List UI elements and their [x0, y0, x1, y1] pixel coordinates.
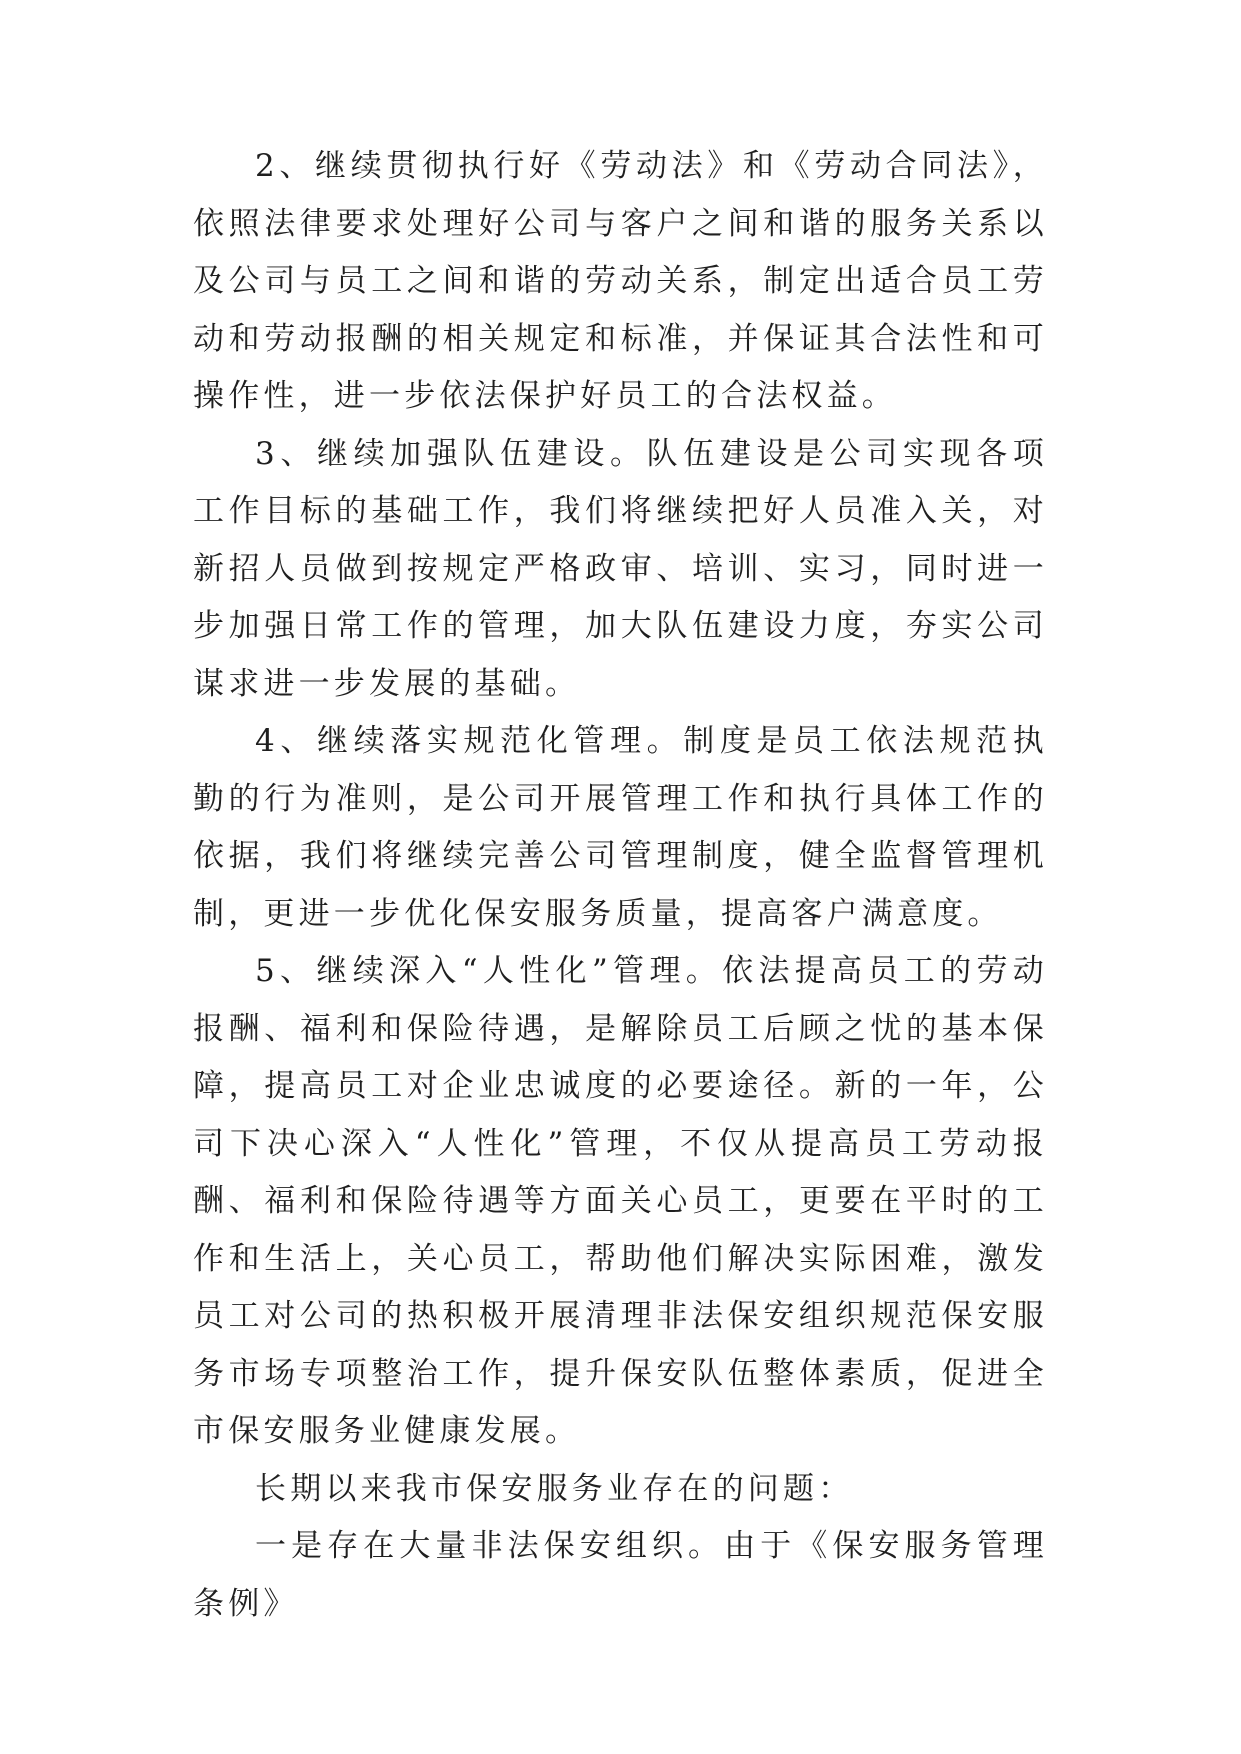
paragraph-item-4: 4、继续落实规范化管理。制度是员工依法规范执勤的行为准则，是公司开展管理工作和执行具体工作的依据，我们将继续完善公司管理制度，健全监督管理机制，更进一步优化保安服务质量，提高客户满意度。 [193, 723, 1048, 932]
paragraph-problems-intro: 长期以来我市保安服务业存在的问题： [255, 1470, 854, 1507]
paragraph-item-3: 3、继续加强队伍建设。队伍建设是公司实现各项工作目标的基础工作，我们将继续把好人员准入关，对新招人员做到按规定严格政审、培训、实习，同时进一步加强日常工作的管理，加大队伍建设力度，夯实公司谋求进一步发展的基础。 [193, 435, 1048, 702]
paragraph-problem-one: 一是存在大量非法保安组织。由于《保安服务管理条例》 [193, 1528, 1048, 1622]
paragraph-item-2: 2、继续贯彻执行好《劳动法》和《劳动合同法》，依照法律要求处理好公司与客户之间和谐的服务关系以及公司与员工之间和谐的劳动关系，制定出适合员工劳动和劳动报酬的相关规定和标准，并保证其合法性和可操作性，进一步依法保护好员工的合法权益。 [193, 148, 1048, 414]
paragraph-item-5: 5、继续深入“人性化”管理。依法提高员工的劳动报酬、福利和保险待遇，是解除员工后顾之忧的基本保障，提高员工对企业忠诚度的必要途径。新的一年，公司下决心深入“人性化”管理，不仅从提高员工劳动报酬、福利和保险待遇等方面关心员工，更要在平时的工作和生活上，关心员工，帮助他们解决实际困难，激发员工对公司的热积极开展清理非法保安组织规范保安服务市场专项整治工作，提升保安队伍整体素质，促进全市保安服务业健康发展。 [193, 953, 1048, 1449]
document-page [193, 138, 1048, 1633]
